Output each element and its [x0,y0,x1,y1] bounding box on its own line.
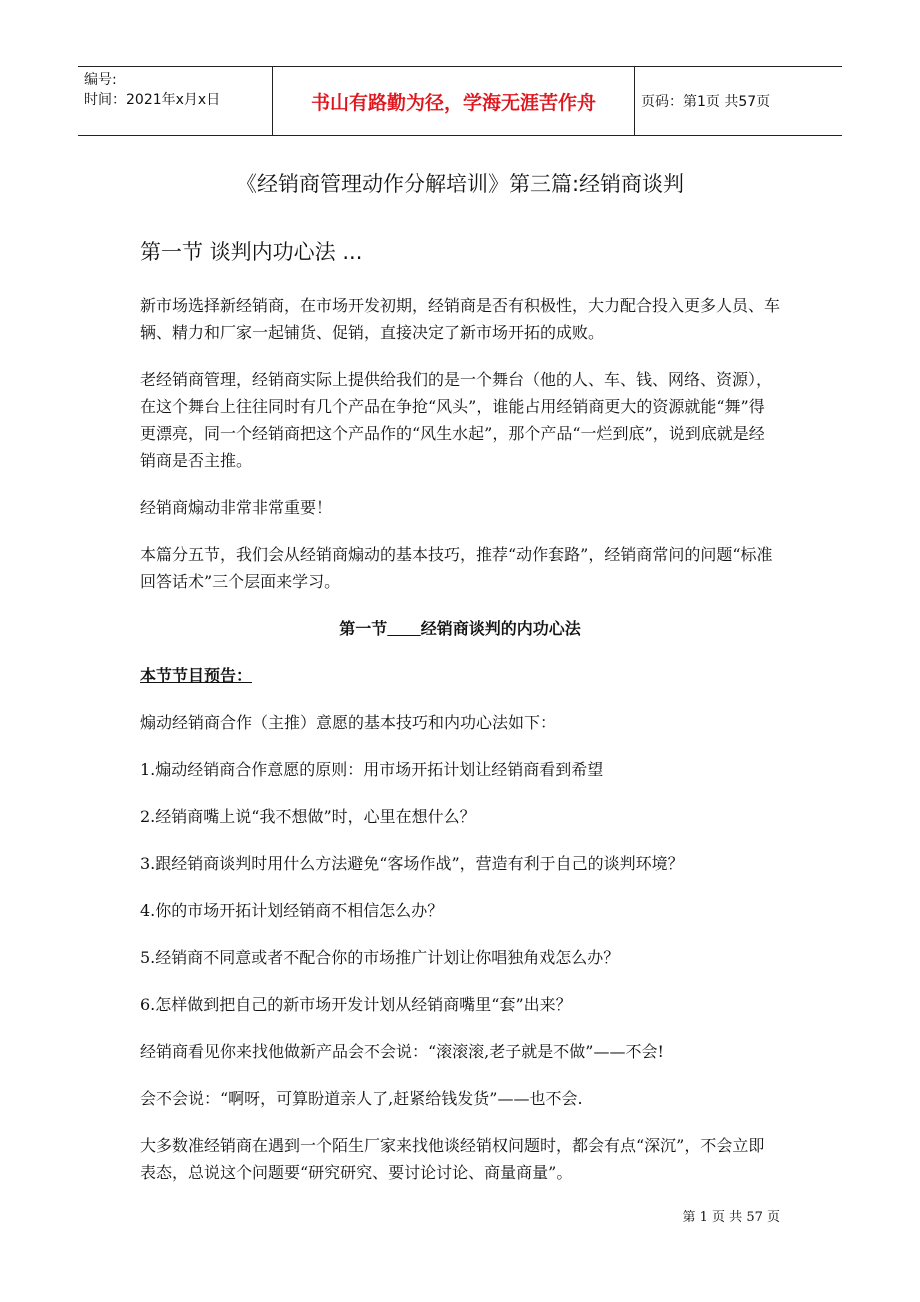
number-label: 编号: [84,72,117,88]
closing-paragraph: 经销商看见你来找他做新产品会不会说：“滚滚滚,老子就是不做”——不会! [140,1042,664,1061]
header-page-info: 页码：第1页 共57页 [641,94,771,110]
subsection-number: 第一节 [339,619,388,638]
page-header [78,66,842,136]
header-meta [84,70,274,110]
list-item: 6.怎样做到把自己的新市场开发计划从经销商嘴里“套”出来？ [140,995,572,1014]
list-item: 1.煽动经销商合作意愿的原则：用市场开拓计划让经销商看到希望 [140,760,604,779]
paragraph: 新市场选择新经销商，在市场开发初期，经销商是否有积极性，大力配合投入更多人员、车辆、精力和厂家一起铺货、促销，直接决定了新市场开拓的成败。 [140,296,781,342]
subsection-text: 经销商谈判的内功心法 [420,619,581,638]
list-item: 4.你的市场开拓计划经销商不相信怎么办？ [140,901,444,920]
paragraph: 老经销商管理，经销商实际上提供给我们的是一个舞台（他的人、车、钱、网络、资源），在这个舞台上往往同时有几个产品在争抢“风头”，谁能占用经销商更大的资源就能“舞”得更漂亮，同一个经销商把这个产品作的“风生水起”，那个产品“一烂到底”，说到底就是经销商是否主推。 [140,370,773,470]
subsection-title [140,615,780,642]
closing-paragraph: 会不会说：“啊呀，可算盼道亲人了,赶紧给钱发货”——也不会. [140,1089,583,1108]
list-item: 5.经销商不同意或者不配合你的市场推广计划让你唱独角戏怎么办？ [140,948,620,967]
paragraph: 经销商煽动非常非常重要！ [140,498,333,517]
section-heading: 第一节 谈判内功心法 ... [140,240,363,264]
preview-label: 本节节目预告： [140,666,253,685]
list-item: 3.跟经销商谈判时用什么方法避免“客场作战”，营造有利于自己的谈判环境？ [140,854,684,873]
time-label: 时间：2021年x月x日 [84,92,221,108]
header-divider [634,67,635,135]
intro-text: 煽动经销商合作（主推）意愿的基本技巧和内功心法如下： [140,713,557,732]
list-item: 2.经销商嘴上说“我不想做”时，心里在想什么？ [140,807,476,826]
header-motto: 书山有路勤为径，学海无涯苦作舟 [310,91,596,114]
document-title: 《经销商管理动作分解培训》第三篇:经销商谈判 [235,172,685,196]
page-footer: 第 1 页 共 57 页 [682,1210,780,1225]
closing-paragraph: 大多数准经销商在遇到一个陌生厂家来找他谈经销权问题时，都会有点“深沉”，不会立即表态，总说这个问题要“研究研究、要讨论讨论、商量商量”。 [140,1136,765,1182]
document-body [140,292,780,1206]
paragraph: 本篇分五节，我们会从经销商煽动的基本技巧，推荐“动作套路”，经销商常问的问题“标准回答话术”三个层面来学习。 [140,545,773,591]
